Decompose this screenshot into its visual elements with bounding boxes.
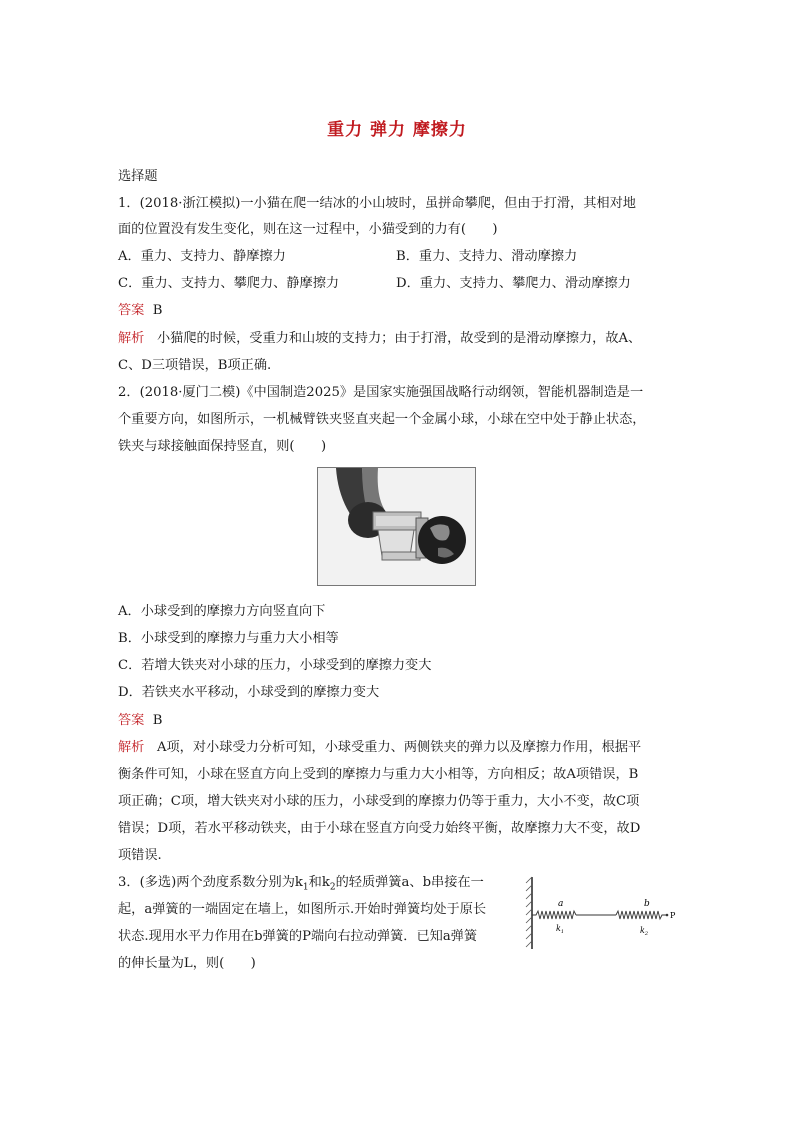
- label-k2: $k_2$: [640, 926, 649, 937]
- q1-answer-label: 答案: [118, 303, 145, 318]
- spring-b: [616, 911, 666, 919]
- q2-answer-value: B: [152, 713, 163, 728]
- q2-option-d: D．若铁夹水平移动，小球受到的摩擦力变大: [118, 685, 380, 700]
- q2-line-3: 铁夹与球接触面保持竖直，则( ): [118, 439, 327, 454]
- q2-analysis-line-1: [118, 738, 641, 758]
- robot-clamp-figure: [317, 467, 476, 586]
- q1-analysis-text-1: 小猫爬的时候，受重力和山坡的支持力；由于打滑，故受到的是滑动摩擦力，故A、: [156, 331, 642, 346]
- q1-option-a: A．重力、支持力、静摩擦力: [118, 249, 286, 264]
- q1-line-1: 1．(2018·浙江模拟)一小猫在爬一结冰的小山坡时，虽拼命攀爬，但由于打滑，其相对地: [118, 196, 636, 211]
- q2-analysis-line-4: 错误；D项，若水平移动铁夹，由于小球在竖直方向受力始终平衡，故摩擦力大不变，故D: [118, 821, 641, 836]
- q3-line-3: 状态.现用水平力作用在b弹簧的P端向右拉动弹簧．已知a弹簧: [118, 929, 478, 944]
- q1-option-d: D．重力、支持力、攀爬力、滑动摩擦力: [396, 276, 631, 291]
- q2-line-1: 2．(2018·厦门二模)《中国制造2025》是国家实施强国战略行动纲领，智能机器制造是一: [118, 385, 644, 400]
- label-a: a: [558, 899, 564, 909]
- spring-figure: [524, 873, 684, 953]
- q2-line-2: 个重要方向，如图所示，一机械臂铁夹竖直夹起一个金属小球，小球在空中处于静止状态，: [118, 412, 646, 427]
- label-k1: $k_1$: [556, 924, 565, 935]
- q2-analysis-line-2: 衡条件可知，小球在竖直方向上受到的摩擦力与重力大小相等，方向相反；故A项错误，B: [118, 767, 639, 782]
- q3-k2-subscript: 2: [329, 882, 336, 893]
- q3-line-1-part-a: 3．(多选)两个劲度系数分别为k: [118, 875, 303, 890]
- spring-a: [532, 911, 576, 919]
- q1-line-2: 面的位置没有发生变化，则在这一过程中，小猫受到的力有( ): [118, 222, 498, 237]
- q1-answer: [118, 301, 162, 321]
- spring-diagram: [524, 873, 684, 953]
- q1-analysis-line-1: [118, 329, 641, 349]
- q1-analysis-line-2: C、D三项错误，B项正确.: [118, 358, 272, 373]
- q3-line-1-part-c: 的轻质弹簧a、b串接在一: [335, 875, 484, 890]
- q3-k1-subscript: 1: [302, 882, 309, 893]
- q2-answer: [118, 711, 162, 731]
- q2-option-b: B．小球受到的摩擦力与重力大小相等: [118, 631, 339, 646]
- q1-option-c: C．重力、支持力、攀爬力、静摩擦力: [118, 276, 340, 291]
- q3-line-1-part-b: 和k: [308, 875, 330, 890]
- q1-option-b: B．重力、支持力、滑动摩擦力: [396, 249, 578, 264]
- q2-option-a: A．小球受到的摩擦力方向竖直向下: [118, 604, 326, 619]
- robot-clamp-image: [318, 468, 475, 585]
- q1-analysis-label: 解析: [118, 331, 145, 346]
- q3-line-1: [118, 873, 484, 898]
- q2-analysis-label: 解析: [118, 740, 145, 755]
- q3-line-2: 起，a弹簧的一端固定在墙上，如图所示.开始时弹簧均处于原长: [118, 902, 487, 917]
- q2-option-c: C．若增大铁夹对小球的压力，小球受到的摩擦力变大: [118, 658, 432, 673]
- wall-hatching: [526, 877, 532, 947]
- q2-analysis-line-3: 项正确；C项，增大铁夹对小球的压力，小球受到的摩擦力仍等于重力，大小不变，故C项: [118, 794, 640, 809]
- section-heading: 选择题: [118, 169, 158, 184]
- label-p: P: [670, 911, 676, 920]
- label-b: b: [644, 899, 650, 909]
- q3-line-4: 的伸长量为L，则( ): [118, 956, 256, 971]
- q1-answer-value: B: [152, 303, 163, 318]
- q2-answer-label: 答案: [118, 713, 145, 728]
- page-title: 重力 弹力 摩擦力: [327, 120, 467, 140]
- q2-analysis-text-1: A项，对小球受力分析可知，小球受重力、两侧铁夹的弹力以及摩擦力作用，根据平: [156, 740, 642, 755]
- q2-analysis-line-5: 项错误.: [118, 848, 162, 863]
